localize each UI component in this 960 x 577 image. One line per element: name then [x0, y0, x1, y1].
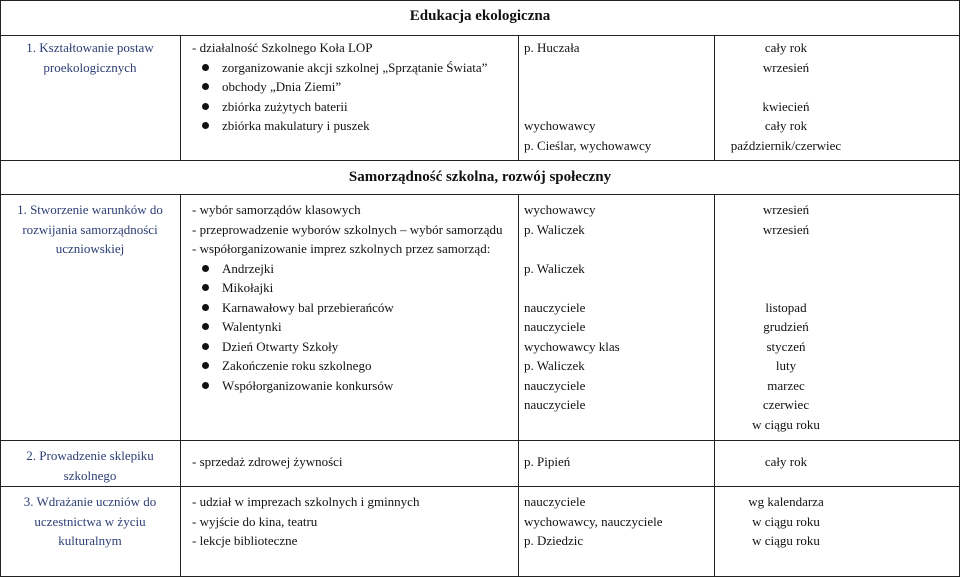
activity-bullet-item — [192, 376, 512, 396]
responsible-text: p. Dziedzic — [524, 533, 584, 548]
date-text — [716, 259, 856, 279]
responsible-text: p. Cieślar, wychowawcy — [524, 137, 652, 153]
bullet-icon — [202, 284, 209, 291]
bullet-icon — [202, 323, 209, 330]
dash-marker: - — [192, 202, 200, 217]
activity-bullet-item — [192, 337, 512, 357]
activity-bullet-item — [192, 97, 512, 117]
date-text: cały rok — [764, 454, 808, 469]
activity-dash-item — [192, 38, 512, 58]
bullet-icon — [202, 382, 209, 389]
activity-bullet-item — [192, 259, 512, 279]
bullet-icon — [202, 122, 209, 129]
responsible-cell — [524, 452, 714, 472]
topic-cell: 1. Kształtowanie postaw proekologicznych — [26, 40, 154, 75]
responsible-text: nauczyciele — [524, 377, 586, 393]
date-text: w ciągu roku — [752, 533, 820, 548]
activity-bullet-item — [192, 298, 512, 318]
responsible-text: wychowawcy, nauczyciele — [524, 513, 663, 529]
date-text: cały rok — [764, 118, 808, 133]
bullet-icon — [202, 64, 209, 71]
activity-text: wybór samorządów klasowych — [199, 202, 361, 217]
topic-cell: 2. Prowadzenie sklepiku szkolnego — [26, 448, 154, 483]
responsible-text — [524, 278, 714, 298]
date-text: luty — [775, 358, 797, 373]
activity-text: obchody „Dnia Ziemi” — [222, 79, 342, 94]
date-text — [716, 239, 856, 259]
dash-marker: - — [192, 494, 200, 509]
activity-bullet-item — [192, 356, 512, 376]
bullet-icon — [202, 304, 209, 311]
date-text: w ciągu roku — [752, 416, 820, 432]
responsible-text: p. Huczała — [524, 40, 580, 55]
date-text: kwiecień — [762, 98, 810, 114]
dash-marker: - — [192, 513, 200, 529]
bullet-icon — [202, 103, 209, 110]
activity-text: Karnawałowy bal przebierańców — [222, 299, 394, 315]
activity-text: udział w imprezach szkolnych i gminnych — [199, 494, 420, 509]
activity-dash-item — [192, 200, 512, 220]
section-title-self-government: Samorządność szkolna, rozwój społeczny — [348, 169, 612, 185]
date-text — [716, 278, 856, 298]
activity-text: Walentynki — [222, 319, 282, 334]
responsible-text: wychowawcy klas — [524, 338, 620, 354]
responsible-text: p. Pipień — [524, 454, 571, 469]
topic-cell: 3. Wdrażanie uczniów do uczestnictwa w życiu kulturalnym — [23, 494, 157, 548]
activity-bullet-item — [192, 278, 512, 298]
dash-marker: - — [192, 40, 200, 55]
responsible-cell — [524, 38, 714, 155]
activity-text: Dzień Otwarty Szkoły — [222, 338, 339, 354]
activity-bullet-item — [192, 58, 512, 78]
dash-marker: - — [192, 533, 200, 548]
activity-text: lekcje biblioteczne — [199, 533, 298, 548]
bullet-icon — [202, 343, 209, 350]
activity-bullet-item — [192, 317, 512, 337]
responsible-cell — [524, 200, 714, 415]
dates-cell — [716, 38, 856, 155]
dash-marker: - — [192, 241, 200, 256]
date-text: cały rok — [764, 40, 808, 55]
dash-marker: - — [192, 454, 200, 469]
date-text: wrzesień — [762, 221, 810, 237]
activity-text: zorganizowanie akcji szkolnej „Sprzątanie Świata” — [222, 59, 488, 75]
activity-text: Andrzejki — [222, 260, 274, 276]
responsible-text: nauczyciele — [524, 397, 586, 412]
date-text: październik/czerwiec — [730, 137, 842, 153]
date-text: wrzesień — [762, 202, 810, 217]
bullet-icon — [202, 362, 209, 369]
activity-dash-item — [192, 239, 512, 259]
activity-dash-item — [192, 492, 512, 512]
date-text: styczeń — [766, 338, 806, 354]
activity-dash-item — [192, 512, 512, 532]
date-text: czerwiec — [762, 397, 810, 412]
responsible-text: nauczyciele — [524, 494, 586, 509]
responsible-text — [524, 239, 714, 259]
dates-cell — [716, 492, 856, 551]
activity-text: działalność Szkolnego Koła LOP — [199, 40, 373, 55]
activity-text: zbiórka zużytych baterii — [222, 98, 348, 114]
activities-cell — [192, 38, 512, 136]
activity-text: współorganizowanie imprez szkolnych przez samorząd: — [199, 241, 491, 256]
responsible-cell — [524, 492, 714, 551]
activity-text: Współorganizowanie konkursów — [222, 377, 394, 393]
bullet-icon — [202, 83, 209, 90]
activity-text: Mikołajki — [222, 280, 274, 295]
date-text: listopad — [765, 299, 807, 315]
activity-text: przeprowadzenie wyborów szkolnych – wybór samorządu — [199, 221, 503, 237]
activity-text: wyjście do kina, teatru — [199, 513, 318, 529]
responsible-text: p. Waliczek — [524, 358, 585, 373]
activities-cell — [192, 492, 512, 551]
activity-bullet-item — [192, 116, 512, 136]
dash-marker: - — [192, 221, 200, 237]
responsible-text: p. Waliczek — [524, 260, 585, 276]
date-text — [716, 77, 856, 97]
activity-dash-item — [192, 220, 512, 240]
date-text: marzec — [767, 377, 805, 393]
activity-text: sprzedaż zdrowej żywności — [199, 454, 343, 469]
activity-dash-item — [192, 531, 512, 551]
activities-cell — [192, 200, 512, 395]
responsible-text: nauczyciele — [524, 299, 586, 315]
topic-cell: 1. Stworzenie warunków do rozwijania samorządności uczniowskiej — [17, 202, 163, 256]
dates-cell — [716, 452, 856, 472]
activity-bullet-item — [192, 77, 512, 97]
date-text: grudzień — [763, 319, 809, 334]
section-title-ecology: Edukacja ekologiczna — [409, 8, 551, 24]
responsible-text — [524, 77, 714, 97]
dates-cell — [716, 200, 856, 434]
responsible-text: wychowawcy — [524, 202, 596, 217]
responsible-text — [524, 58, 714, 78]
date-text: wg kalendarza — [748, 494, 824, 509]
activities-cell — [192, 452, 512, 472]
responsible-text — [524, 97, 714, 117]
responsible-text: nauczyciele — [524, 319, 586, 334]
date-text: w ciągu roku — [752, 513, 820, 529]
activity-dash-item — [192, 452, 512, 472]
date-text: wrzesień — [762, 59, 810, 75]
activity-text: zbiórka makulatury i puszek — [222, 118, 370, 133]
activity-text: Zakończenie roku szkolnego — [222, 358, 372, 373]
responsible-text: p. Waliczek — [524, 221, 585, 237]
bullet-icon — [202, 265, 209, 272]
responsible-text: wychowawcy — [524, 118, 596, 133]
